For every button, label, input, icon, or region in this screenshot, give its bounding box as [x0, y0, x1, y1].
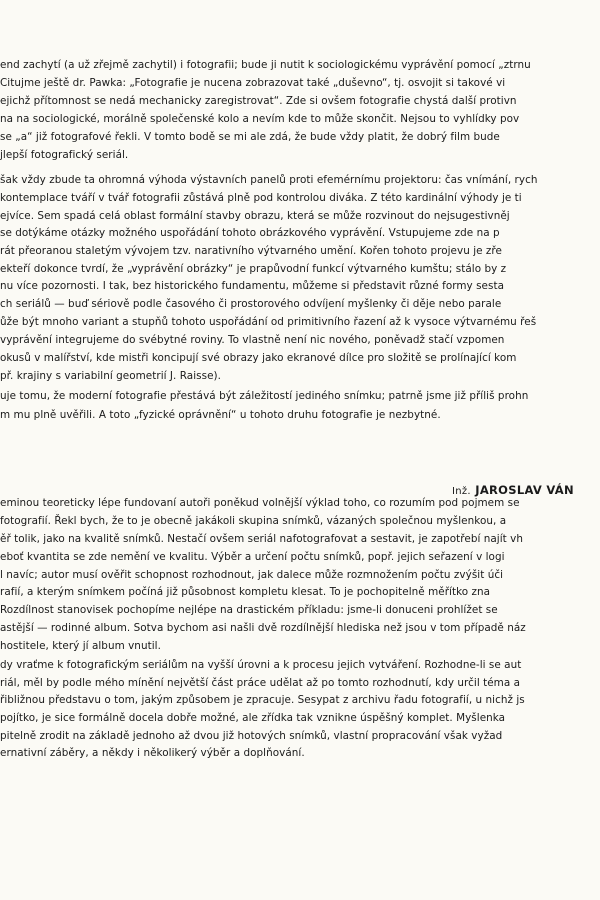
text-line: Citujme ještě dr. Pawka: „Fotografie je nucena zobrazovat také „duševno“, tj. osvojit si takové vi	[0, 77, 506, 89]
text-line: ejichž přítomnost se nedá mechanicky zaregistrovat“. Zde si ovšem fotografie chystá další protivn	[0, 95, 517, 107]
text-line: l navíc; autor musí ověřit schopnost rozhodnout, jak dalece může rozmnožením počtu zvýšit úči	[0, 569, 504, 581]
text-line: dy vraťme k fotografickým seriálům na vyšší úrovni a k procesu jejich vytváření. Rozhodne-li se aut	[0, 659, 522, 671]
text-line: nu více pozornosti. I tak, bez historického fundamentu, můžeme si představit různé formy sesta	[0, 280, 505, 292]
text-line: př. krajiny s variabilní geometrií J. Raisse).	[0, 370, 221, 382]
text-line: pitelně zrodit na základě jednoho až dvou již hotových snímků, vlastní propracování však vyžad	[0, 730, 503, 742]
text-line: okusů v malířství, kde mistři koncipují své obrazy jako ekranové dílce pro složitě se prolínající kom	[0, 352, 517, 364]
text-line: rafií, a kterým snímkem počíná již působnost kompletu klesat. To je pochopitelně měřítko zna	[0, 586, 491, 598]
text-line: m mu plně uvěřili. A toto „fyzické oprávnění“ u tohoto druhu fotografie je nezbytné.	[0, 409, 441, 421]
text-line: astější — rodinné album. Sotva bychom asi našli dvě rozdílnější hlediska než jsou v tom případě náz	[0, 622, 526, 634]
text-line: ůže být mnoho variant a stupňů tohoto uspořádání od primitivního řazení až k vysoce výtvarnému řeš	[0, 316, 537, 328]
text-line: end zachytí (a už zřejmě zachytil) i fotografii; bude ji nutit k sociologickému vyprávění pomocí „ztrnu	[0, 59, 531, 71]
text-line: fotografií. Řekl bych, že to je obecně jakákoli skupina snímků, vázaných společnou myšlenkou, a	[0, 515, 507, 527]
text-line: kontemplace tváří v tvář fotografii zůstává plně pod kontrolou diváka. Z této kardinální výhody je ti	[0, 192, 522, 204]
text-line: jlepší fotografický seriál.	[0, 149, 129, 161]
text-line: na na sociologické, morálně společenské kolo a nevím kde to může skončit. Nejsou to vyhlídky pov	[0, 113, 520, 125]
text-line: ěř tolik, jako na kvalitě snímků. Nestačí ovšem seriál nafotografovat a sestavit, je zapotřebí najít vh	[0, 533, 523, 545]
text-line: hostitele, který jí album vnutil.	[0, 640, 161, 652]
text-line: eboť kvantita se zde nemění ve kvalitu. Výběr a určení počtu snímků, popř. jejich seřazení v logi	[0, 551, 505, 563]
text-line: eminou teoreticky lépe fundovaní autoři poněkud volnější výklad toho, co rozumím pod pojmem se	[0, 497, 520, 509]
text-line: šak vždy zbude ta ohromná výhoda výstavních panelů proti efemérnímu projektoru: čas vnímání, rych	[0, 174, 538, 186]
author-heading	[452, 483, 574, 497]
text-line: se „a“ již fotografové řekli. V tomto bodě se mi ale zdá, že bude vždy platit, že dobrý film bude	[0, 131, 500, 143]
text-line: riál, měl by podle mého mínění největší část práce udělat až po tomto rozhodnutí, kdy určil téma a	[0, 677, 521, 689]
text-line: ejvíce. Sem spadá celá oblast formální stavby obrazu, která se může rozvinout do nejsugestivněj	[0, 210, 510, 222]
text-line: rát přeoranou staletým vývojem tzv. narativního výtvarného umění. Kořen tohoto projevu je zře	[0, 245, 502, 257]
text-line: uje tomu, že moderní fotografie přestává být záležitostí jediného snímku; patrně jsme již příliš prohn	[0, 390, 529, 402]
text-line: se dotýkáme otázky možného uspořádání tohoto obrázkového vyprávění. Vstupujeme zde na p	[0, 227, 500, 239]
text-line: ekteří dokonce tvrdí, že „vyprávění obrázky“ je prapůvodní funkcí výtvarného kumštu; stálo by z	[0, 263, 507, 275]
text-line: řibližnou představu o tom, jakým způsobem je zpracuje. Sesypat z archivu řadu fotografií, u nichž js	[0, 694, 525, 706]
author-title: Inž.	[452, 486, 471, 497]
text-line: ernativní záběry, a někdy i několikerý výběr a doplňování.	[0, 747, 305, 759]
text-line: Rozdílnost stanovisek pochopíme nejlépe na drastickém příkladu: jsme-li donuceni prohlížet se	[0, 604, 498, 616]
text-line: ch seriálů — buď sériově podle časového či prostorového odvíjení myšlenky či děje nebo parale	[0, 298, 502, 310]
text-line: pojítko, je sice formálně docela dobře možné, ale zřídka tak vznikne úspěšný komplet. Myšlenka	[0, 712, 506, 724]
author-name: JAROSLAV VÁN	[475, 483, 574, 497]
text-line: vyprávění integrujeme do svébytné roviny. To vlastně není nic nového, poněvadž stačí vzpomen	[0, 334, 505, 346]
